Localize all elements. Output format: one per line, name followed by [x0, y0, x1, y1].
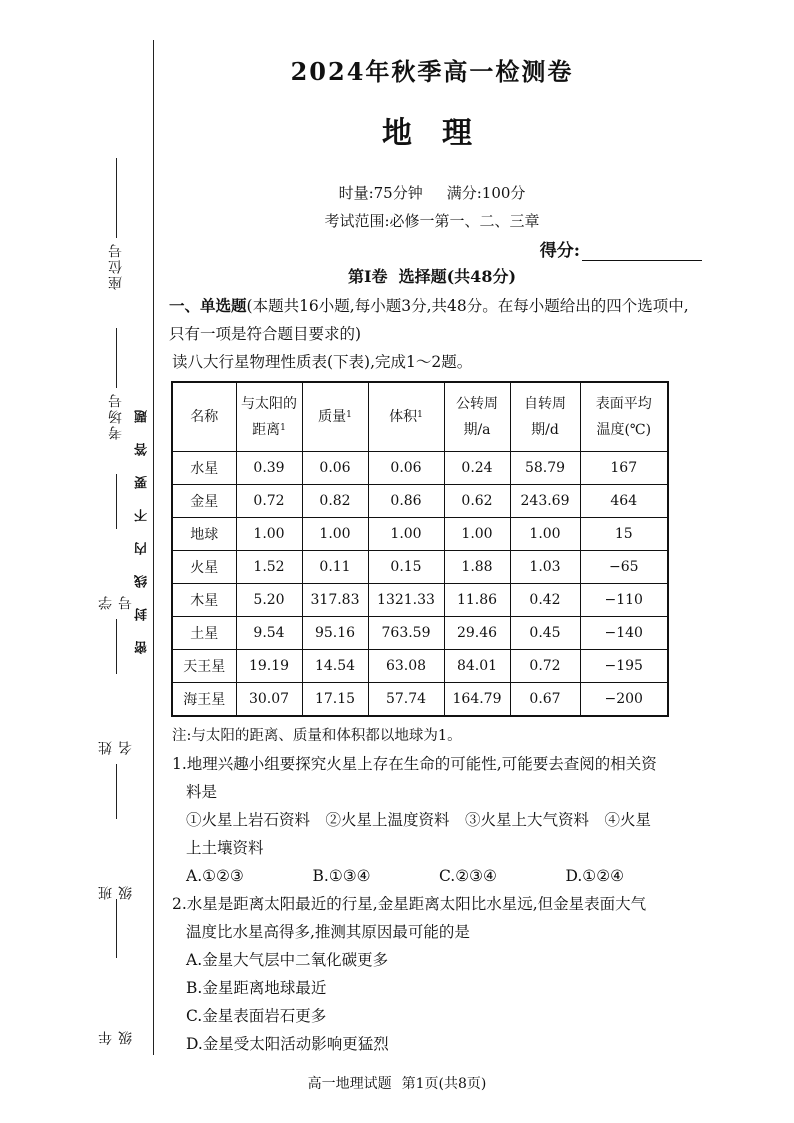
q1-option-a[interactable]: A.①②③: [186, 867, 244, 885]
planet-name-cell: 金星: [172, 485, 236, 518]
table-cell: 1.00: [444, 518, 510, 551]
binding-line: [153, 40, 154, 1055]
q2-stem-b: 温度比水星高得多,推测其原因最可能的是: [186, 923, 470, 941]
q2-option-b[interactable]: B.金星距离地球最近: [186, 979, 327, 997]
table-cell: 0.86: [368, 485, 444, 518]
question-2: [172, 890, 692, 1058]
table-header-cell: [302, 382, 368, 452]
table-cell: 1.00: [368, 518, 444, 551]
table-cell: −200: [580, 683, 668, 717]
class-blank[interactable]: [115, 764, 117, 819]
planet-name-cell: 土星: [172, 617, 236, 650]
header-line1: 名称: [190, 409, 219, 425]
table-cell: 164.79: [444, 683, 510, 717]
table-cell: 84.01: [444, 650, 510, 683]
footer-title: 高一地理试题: [307, 1076, 392, 1092]
header-line1: 与太阳的: [241, 396, 297, 412]
table-cell: 0.06: [368, 452, 444, 485]
table-cell: 0.72: [236, 485, 302, 518]
q2-option-a[interactable]: A.金星大气层中二氧化碳更多: [186, 951, 389, 969]
table-cell: 0.15: [368, 551, 444, 584]
table-cell: 0.82: [302, 485, 368, 518]
table-lead: 读八大行星物理性质表(下表),完成1～2题。: [172, 353, 473, 371]
table-cell: 1.52: [236, 551, 302, 584]
table-cell: 0.72: [510, 650, 580, 683]
table-cell: 763.59: [368, 617, 444, 650]
table-cell: 1.03: [510, 551, 580, 584]
table-header-row: [172, 382, 668, 452]
table-cell: −110: [580, 584, 668, 617]
planet-name-cell: 火星: [172, 551, 236, 584]
table-row: [172, 584, 668, 617]
binding-margin: [0, 0, 150, 1123]
table-cell: 317.83: [302, 584, 368, 617]
planet-name-cell: 海王星: [172, 683, 236, 717]
q2-option-c[interactable]: C.金星表面岩石更多: [186, 1007, 327, 1025]
score-label: 得分:: [539, 241, 580, 261]
header-line2: 距离: [252, 422, 281, 438]
name-field: [96, 615, 136, 755]
q1-options: [172, 862, 692, 890]
header-line1: 表面平均: [595, 396, 652, 412]
subject-title: 地理: [382, 116, 502, 151]
table-row: [172, 452, 668, 485]
table-cell: 0.67: [510, 683, 580, 717]
table-cell: 14.54: [302, 650, 368, 683]
table-header-cell: [510, 382, 580, 452]
part-subtitle: 选择题(共48分): [398, 267, 517, 286]
footer-page: 第1页(共8页): [401, 1076, 487, 1092]
table-row: [172, 617, 668, 650]
exam-title: 2024年秋季高一检测卷: [290, 57, 574, 86]
room-label: 考场号: [108, 392, 124, 440]
score-blank[interactable]: [582, 260, 702, 261]
table-row: [172, 683, 668, 717]
table-cell: 1.88: [444, 551, 510, 584]
q1-stem-a: 1.地理兴趣小组要探究火星上存在生命的可能性,可能要去查阅的相关资: [172, 755, 657, 773]
table-cell: 11.86: [444, 584, 510, 617]
header-superscript: 1: [346, 410, 352, 420]
table-cell: 0.42: [510, 584, 580, 617]
header-line2: 温度(℃): [596, 422, 652, 438]
q1-option-d[interactable]: D.①②④: [565, 867, 624, 885]
name-label: 姓名: [98, 713, 134, 755]
exam-time: 时量:75分钟: [338, 184, 423, 202]
table-cell: 1321.33: [368, 584, 444, 617]
score-field: [540, 236, 702, 261]
id-label: 学号: [98, 568, 134, 610]
header-line1: 体积: [389, 409, 418, 425]
seat-blank[interactable]: [115, 158, 117, 238]
table-cell: −195: [580, 650, 668, 683]
header-line2: 期/a: [463, 422, 491, 438]
header-line2: 期/d: [531, 422, 559, 438]
table-header-cell: [236, 382, 302, 452]
table-cell: −65: [580, 551, 668, 584]
seat-field: [96, 140, 136, 290]
table-cell: 5.20: [236, 584, 302, 617]
table-row: [172, 485, 668, 518]
room-field: [96, 300, 136, 440]
exam-meta: [172, 182, 692, 203]
table-header-cell: [444, 382, 510, 452]
table-header-cell: [368, 382, 444, 452]
table-cell: 1.00: [510, 518, 580, 551]
class-label: 班级: [98, 858, 134, 900]
id-blank[interactable]: [115, 474, 117, 529]
grade-field: [96, 895, 136, 1045]
planet-name-cell: 天王星: [172, 650, 236, 683]
header-superscript: 1: [280, 423, 286, 433]
question-1: [172, 750, 692, 890]
id-field: [96, 470, 136, 610]
q1-option-b[interactable]: B.①③④: [312, 867, 371, 885]
planet-name-cell: 水星: [172, 452, 236, 485]
table-cell: −140: [580, 617, 668, 650]
table-cell: 63.08: [368, 650, 444, 683]
section-instructions: [169, 292, 689, 348]
q2-option-d[interactable]: D.金星受太阳活动影响更猛烈: [186, 1035, 389, 1053]
table-header-cell: [580, 382, 668, 452]
q1-option-c[interactable]: C.②③④: [439, 867, 497, 885]
q1-items-b: 上土壤资料: [186, 839, 264, 857]
table-cell: 29.46: [444, 617, 510, 650]
part-heading: [172, 264, 692, 287]
table-cell: 57.74: [368, 683, 444, 717]
planet-table: [171, 381, 669, 717]
table-cell: 1.00: [236, 518, 302, 551]
table-cell: 1.00: [302, 518, 368, 551]
table-cell: 17.15: [302, 683, 368, 717]
header-line1: 自转周: [524, 396, 566, 412]
table-cell: 9.54: [236, 617, 302, 650]
seal-notice: 密封线内不要答题: [135, 390, 150, 654]
table-note: 注:与太阳的距离、质量和体积都以地球为1。: [172, 728, 462, 744]
table-cell: 0.45: [510, 617, 580, 650]
table-cell: 19.19: [236, 650, 302, 683]
header-line1: 质量: [318, 409, 347, 425]
table-cell: 0.11: [302, 551, 368, 584]
table-cell: 58.79: [510, 452, 580, 485]
header-superscript: 1: [417, 410, 423, 420]
grade-blank[interactable]: [115, 899, 117, 958]
table-cell: 95.16: [302, 617, 368, 650]
table-cell: 0.06: [302, 452, 368, 485]
table-cell: 30.07: [236, 683, 302, 717]
header-line1: 公转周: [456, 396, 498, 412]
name-blank[interactable]: [115, 619, 117, 674]
page-footer: [0, 1073, 794, 1093]
table-row: [172, 518, 668, 551]
exam-scope: 考试范围:必修一第一、二、三章: [324, 212, 540, 230]
seat-label: 座位号: [108, 242, 124, 290]
q2-stem-a: 2.水星是距离太阳最近的行星,金星距离太阳比水星远,但金星表面大气: [172, 895, 647, 913]
table-cell: 0.39: [236, 452, 302, 485]
part-title: 第Ⅰ卷: [347, 267, 388, 286]
class-field: [96, 760, 136, 900]
table-row: [172, 551, 668, 584]
table-row: [172, 650, 668, 683]
table-cell: 0.24: [444, 452, 510, 485]
q1-items-a: ①火星上岩石资料 ②火星上温度资料 ③火星上大气资料 ④火星: [186, 811, 652, 829]
grade-label: 年级: [98, 1003, 134, 1045]
section-head: 一、单选题: [169, 296, 247, 315]
table-cell: 15: [580, 518, 668, 551]
planet-name-cell: 地球: [172, 518, 236, 551]
table-cell: 464: [580, 485, 668, 518]
table-cell: 167: [580, 452, 668, 485]
table-header-cell: [172, 382, 236, 452]
exam-full-score: 满分:100分: [446, 184, 526, 202]
room-blank[interactable]: [115, 328, 117, 388]
q1-stem-b: 料是: [186, 783, 218, 801]
section-text: (本题共16小题,每小题3分,共48分。在每小题给出的四个选项中,只有一项是符合题目要求的): [169, 297, 689, 343]
planet-name-cell: 木星: [172, 584, 236, 617]
table-cell: 0.62: [444, 485, 510, 518]
table-cell: 243.69: [510, 485, 580, 518]
